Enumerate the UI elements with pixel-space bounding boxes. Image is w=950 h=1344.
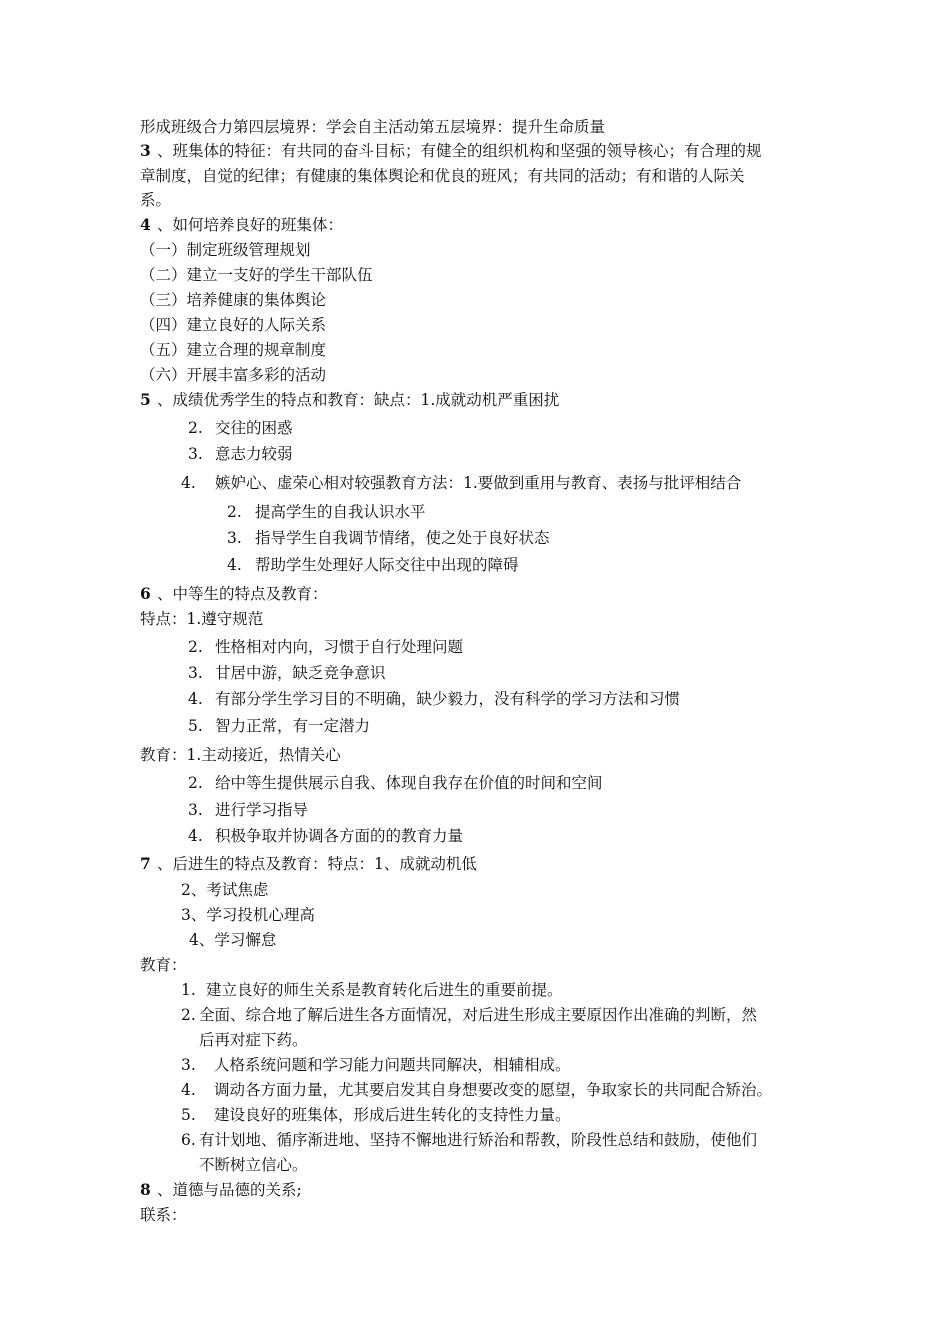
text-line: （一）制定班级管理规划	[140, 241, 311, 259]
section-heading: 、后进生的特点及教育：特点：1、成就动机低	[157, 855, 477, 873]
list-number: 6.	[181, 1131, 196, 1149]
list-item: 甘居中游，缺乏竞争意识	[215, 664, 386, 682]
list-item: 建设良好的班集体，形成后进生转化的支持性力量。	[214, 1106, 571, 1124]
section-number: 7	[140, 854, 151, 873]
list-item: 交往的困惑	[215, 419, 293, 437]
list-number: 4.	[188, 690, 203, 708]
list-item: 有部分学生学习目的不明确，缺少毅力，没有科学的学习方法和习惯	[215, 690, 681, 708]
text-line: （三）培养健康的集体舆论	[140, 291, 327, 309]
list-item: 指导学生自我调节情绪，使之处于良好状态	[255, 529, 550, 547]
section-heading: 、成绩优秀学生的特点和教育：缺点：1.成就动机严重困扰	[157, 391, 560, 409]
section-heading: 、道德与品德的关系;	[157, 1181, 302, 1199]
list-number: 3.	[181, 1056, 196, 1074]
list-number: 4.	[181, 1081, 196, 1099]
list-item: 帮助学生处理好人际交往中出现的障碍	[255, 556, 519, 574]
section-heading: 、班集体的特征：有共同的奋斗目标；有健全的组织机构和坚强的领导核心；有合理的规	[157, 142, 762, 160]
text-line: （二）建立一支好的学生干部队伍	[140, 266, 373, 284]
list-item: 调动各方面力量，尤其要启发其自身想要改变的愿望，争取家长的共同配合矫治。	[214, 1081, 773, 1099]
list-number: 5.	[181, 1106, 196, 1124]
list-number: 4.	[181, 474, 196, 492]
section-number: 6	[140, 584, 151, 603]
list-number: 4.	[188, 827, 203, 845]
list-number: 2.	[188, 638, 203, 656]
list-number: 2.	[227, 503, 242, 521]
list-number: 2.	[181, 1006, 196, 1024]
text-line: 联系：	[140, 1206, 187, 1224]
list-number: 2.	[188, 419, 203, 437]
text-line: 教育：1.主动接近，热情关心	[140, 746, 341, 764]
list-item: 有计划地、循序渐进地、坚持不懈地进行矫治和帮教，阶段性总结和鼓励，使他们	[199, 1131, 758, 1149]
text-line: 教育：	[140, 956, 187, 974]
list-item: 嫉妒心、虚荣心相对较强教育方法：1.要做到重用与教育、表扬与批评相结合	[215, 474, 742, 492]
list-item: 建立良好的师生关系是教育转化后进生的重要前提。	[206, 981, 563, 999]
list-number: 4.	[227, 556, 242, 574]
list-number: 3.	[188, 445, 203, 463]
text-line: 3、学习投机心理高	[181, 906, 315, 924]
list-item: 人格系统问题和学习能力问题共同解决，相辅相成。	[214, 1056, 571, 1074]
list-item: 智力正常，有一定潜力	[215, 717, 371, 735]
list-item: 提高学生的自我认识水平	[255, 503, 426, 521]
text-line: （六）开展丰富多彩的活动	[140, 366, 327, 384]
list-item: 全面、综合地了解后进生各方面情况，对后进生形成主要原因作出准确的判断，然	[199, 1006, 758, 1024]
section-number: 3	[140, 141, 151, 160]
section-number: 4	[140, 215, 151, 234]
text-line: 系。	[140, 191, 172, 209]
list-item: 积极争取并协调各方面的的教育力量	[215, 827, 464, 845]
text-line: 章制度，自觉的纪律；有健康的集体舆论和优良的班风；有共同的活动；有和谐的人际关	[140, 167, 745, 185]
list-item: 进行学习指导	[215, 801, 309, 819]
text-line: 形成班级合力第四层境界：学会自主活动第五层境界：提升生命质量	[140, 118, 606, 136]
text-line: 特点：1.遵守规范	[140, 610, 264, 628]
text-line: 2、考试焦虑	[181, 881, 269, 899]
section-number: 8	[140, 1180, 151, 1199]
list-number: 3.	[188, 664, 203, 682]
section-heading: 、中等生的特点及教育：	[157, 585, 328, 603]
section-heading: 、如何培养良好的班集体：	[157, 216, 344, 234]
list-number: 5.	[188, 717, 203, 735]
text-line: 不断树立信心。	[199, 1156, 308, 1174]
list-item: 给中等生提供展示自我、体现自我存在价值的时间和空间	[215, 774, 603, 792]
list-number: 1.	[181, 981, 196, 999]
list-item: 性格相对内向，习惯于自行处理问题	[215, 638, 464, 656]
text-line: 4、学习懈怠	[189, 931, 277, 949]
section-number: 5	[140, 390, 151, 409]
list-number: 3.	[227, 529, 242, 547]
text-line: （四）建立良好的人际关系	[140, 316, 327, 334]
text-line: （五）建立合理的规章制度	[140, 341, 327, 359]
text-line: 后再对症下药。	[199, 1031, 308, 1049]
list-number: 2.	[188, 774, 203, 792]
list-number: 3.	[188, 801, 203, 819]
list-item: 意志力较弱	[215, 445, 293, 463]
